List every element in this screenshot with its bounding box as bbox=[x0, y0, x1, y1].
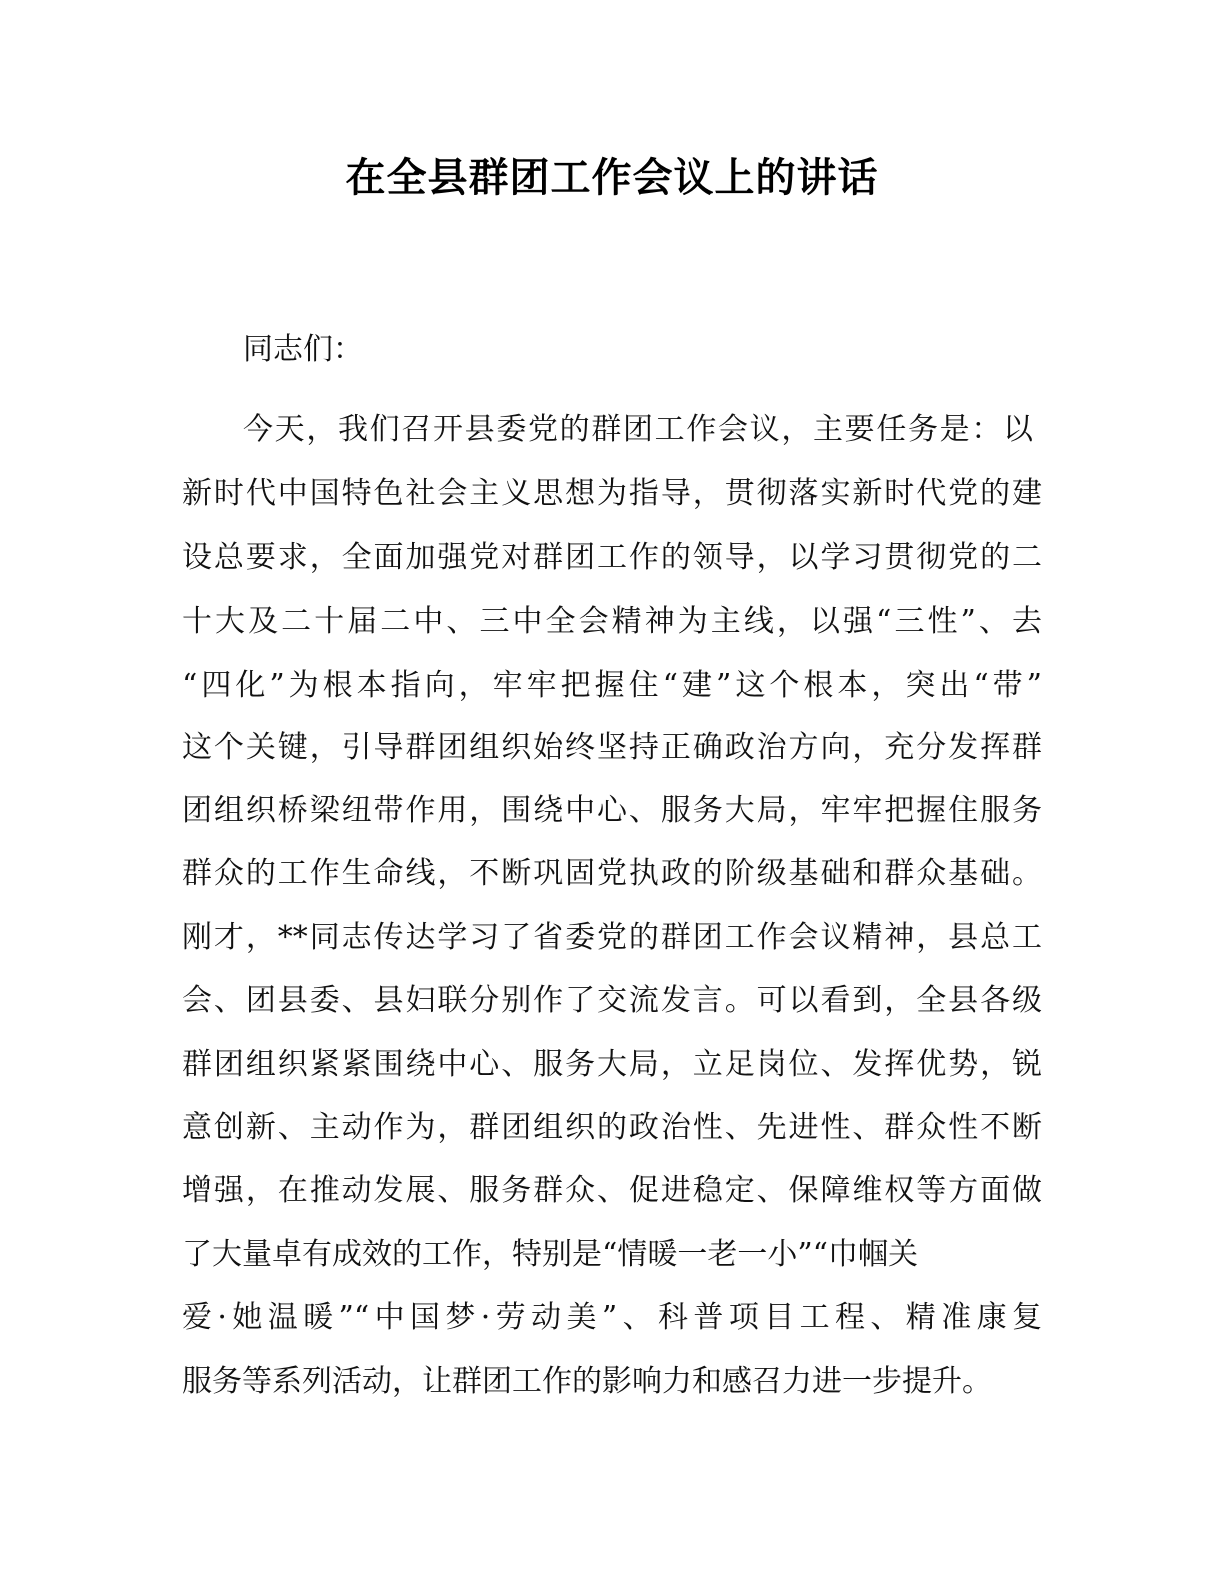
document-title: 在全县群团工作会议上的讲话 bbox=[345, 155, 879, 201]
paragraph-line: 服务等系列活动，让群团工作的影响力和感召力进一步提升。 bbox=[182, 1364, 992, 1399]
paragraph-line: “四化”为根本指向，牢牢把握住“建”这个根本，突出“带” bbox=[182, 668, 1042, 703]
paragraph-line: 新时代中国特色社会主义思想为指导，贯彻落实新时代党的建 bbox=[182, 476, 1042, 511]
paragraph-line: 会、团县委、县妇联分别作了交流发言。可以看到，全县各级 bbox=[182, 983, 1042, 1018]
paragraph-line: 团组织桥梁纽带作用，围绕中心、服务大局，牢牢把握住服务 bbox=[182, 793, 1042, 828]
paragraph-line: 增强，在推动发展、服务群众、促进稳定、保障维权等方面做 bbox=[182, 1173, 1042, 1208]
paragraph-line: 意创新、主动作为，群团组织的政治性、先进性、群众性不断 bbox=[182, 1110, 1042, 1145]
paragraph-line: 了大量卓有成效的工作，特别是“情暖一老一小”“巾帼关 bbox=[182, 1237, 919, 1272]
paragraph-line: 设总要求，全面加强党对群团工作的领导，以学习贯彻党的二 bbox=[182, 540, 1042, 575]
salutation: 同志们： bbox=[243, 332, 363, 367]
paragraph-line: 今天，我们召开县委党的群团工作会议，主要任务是：以 bbox=[243, 412, 1033, 447]
paragraph-line: 群众的工作生命线，不断巩固党执政的阶级基础和群众基础。 bbox=[182, 856, 1042, 891]
paragraph-line: 群团组织紧紧围绕中心、服务大局，立足岗位、发挥优势，锐 bbox=[182, 1047, 1042, 1082]
paragraph-line: 这个关键，引导群团组织始终坚持正确政治方向，充分发挥群 bbox=[182, 730, 1042, 765]
paragraph-line: 爱·她温暖”“中国梦·劳动美”、科普项目工程、精准康复 bbox=[182, 1300, 1042, 1335]
paragraph-line: 十大及二十届二中、三中全会精神为主线，以强“三性”、去 bbox=[182, 604, 1042, 639]
paragraph-line: 刚才，**同志传达学习了省委党的群团工作会议精神，县总工 bbox=[182, 920, 1042, 955]
